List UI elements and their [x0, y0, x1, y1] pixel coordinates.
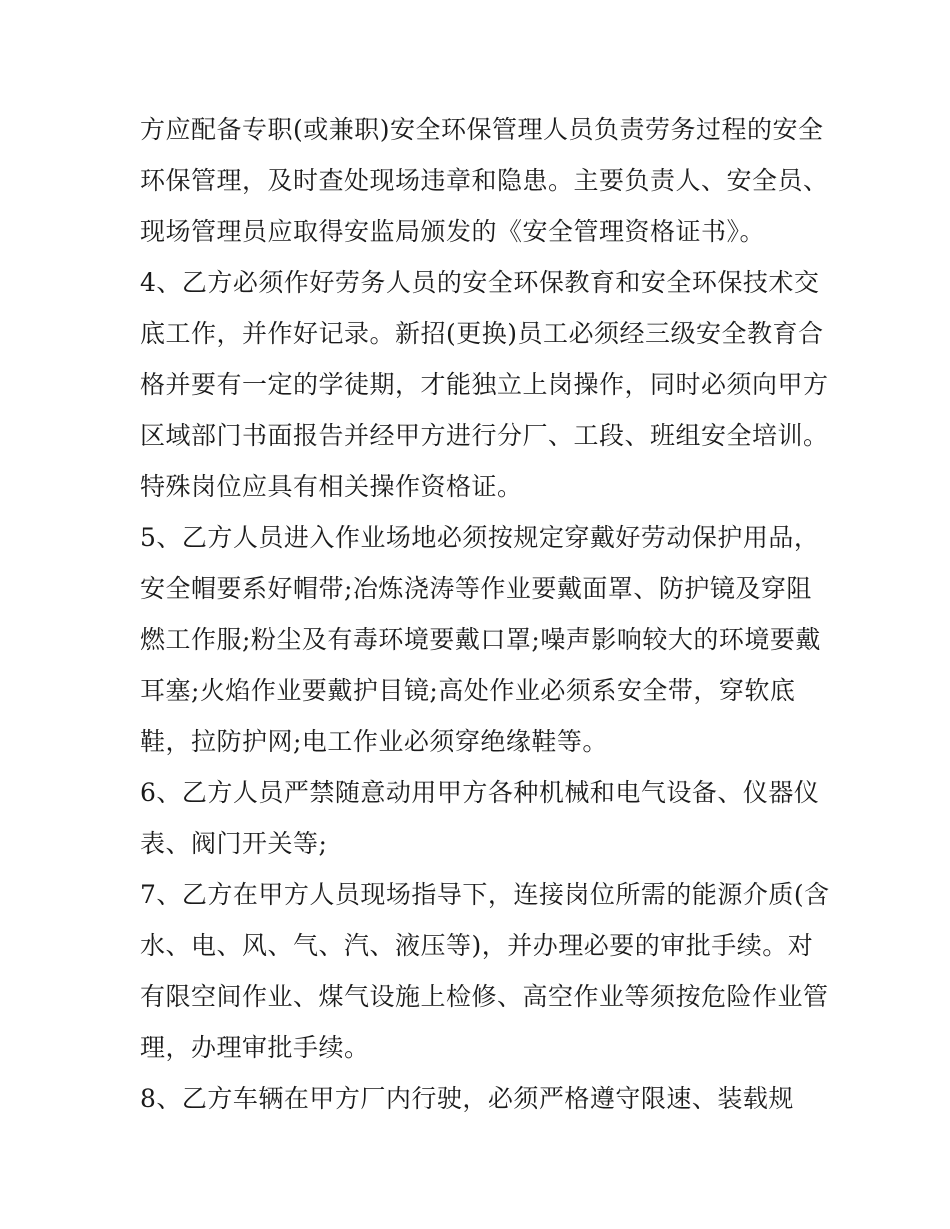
text-line: 燃工作服;粉尘及有毒环境要戴口罩;噪声影响较大的环境要戴: [140, 625, 821, 654]
text-line: 7、乙方在甲方人员现场指导下，连接岗位所需的能源介质(含: [140, 880, 830, 909]
text-line: 区域部门书面报告并经甲方进行分厂、工段、班组安全培训。: [140, 421, 829, 450]
text-line: 有限空间作业、煤气设施上检修、高空作业等须按危险作业管: [140, 982, 829, 1011]
text-line: 理，办理审批手续。: [140, 1033, 370, 1062]
text-line: 6、乙方人员严禁随意动用甲方各种机械和电气设备、仪器仪: [140, 778, 820, 807]
text-line: 现场管理员应取得安监局颁发的《安全管理资格证书》。: [140, 217, 766, 246]
text-line: 5、乙方人员进入作业场地必须按规定穿戴好劳动保护用品，: [140, 523, 820, 552]
text-line: 特殊岗位应具有相关操作资格证。: [140, 472, 523, 501]
text-line: 环保管理，及时查处现场违章和隐患。主要负责人、安全员、: [140, 166, 829, 195]
text-line: 4、乙方必须作好劳务人员的安全环保教育和安全环保技术交: [140, 268, 820, 297]
text-line: 8、乙方车辆在甲方厂内行驶，必须严格遵守限速、装载规: [140, 1084, 794, 1113]
text-line: 格并要有一定的学徒期，才能独立上岗操作，同时必须向甲方: [140, 370, 829, 399]
text-line: 安全帽要系好帽带;冶炼浇涛等作业要戴面罩、防护镜及穿阻: [140, 574, 812, 603]
text-line: 耳塞;火焰作业要戴护目镜;高处作业必须系安全带，穿软底: [140, 676, 796, 705]
text-line: 底工作，并作好记录。新招(更换)员工必须经三级安全教育合: [140, 319, 824, 348]
text-line: 方应配备专职(或兼职)安全环保管理人员负责劳务过程的安全: [140, 115, 824, 144]
text-line: 鞋，拉防护网;电工作业必须穿绝缘鞋等。: [140, 727, 608, 756]
text-line: 表、阀门开关等;: [140, 829, 328, 858]
text-line: 水、电、风、气、汽、液压等)，并办理必要的审批手续。对: [140, 931, 814, 960]
